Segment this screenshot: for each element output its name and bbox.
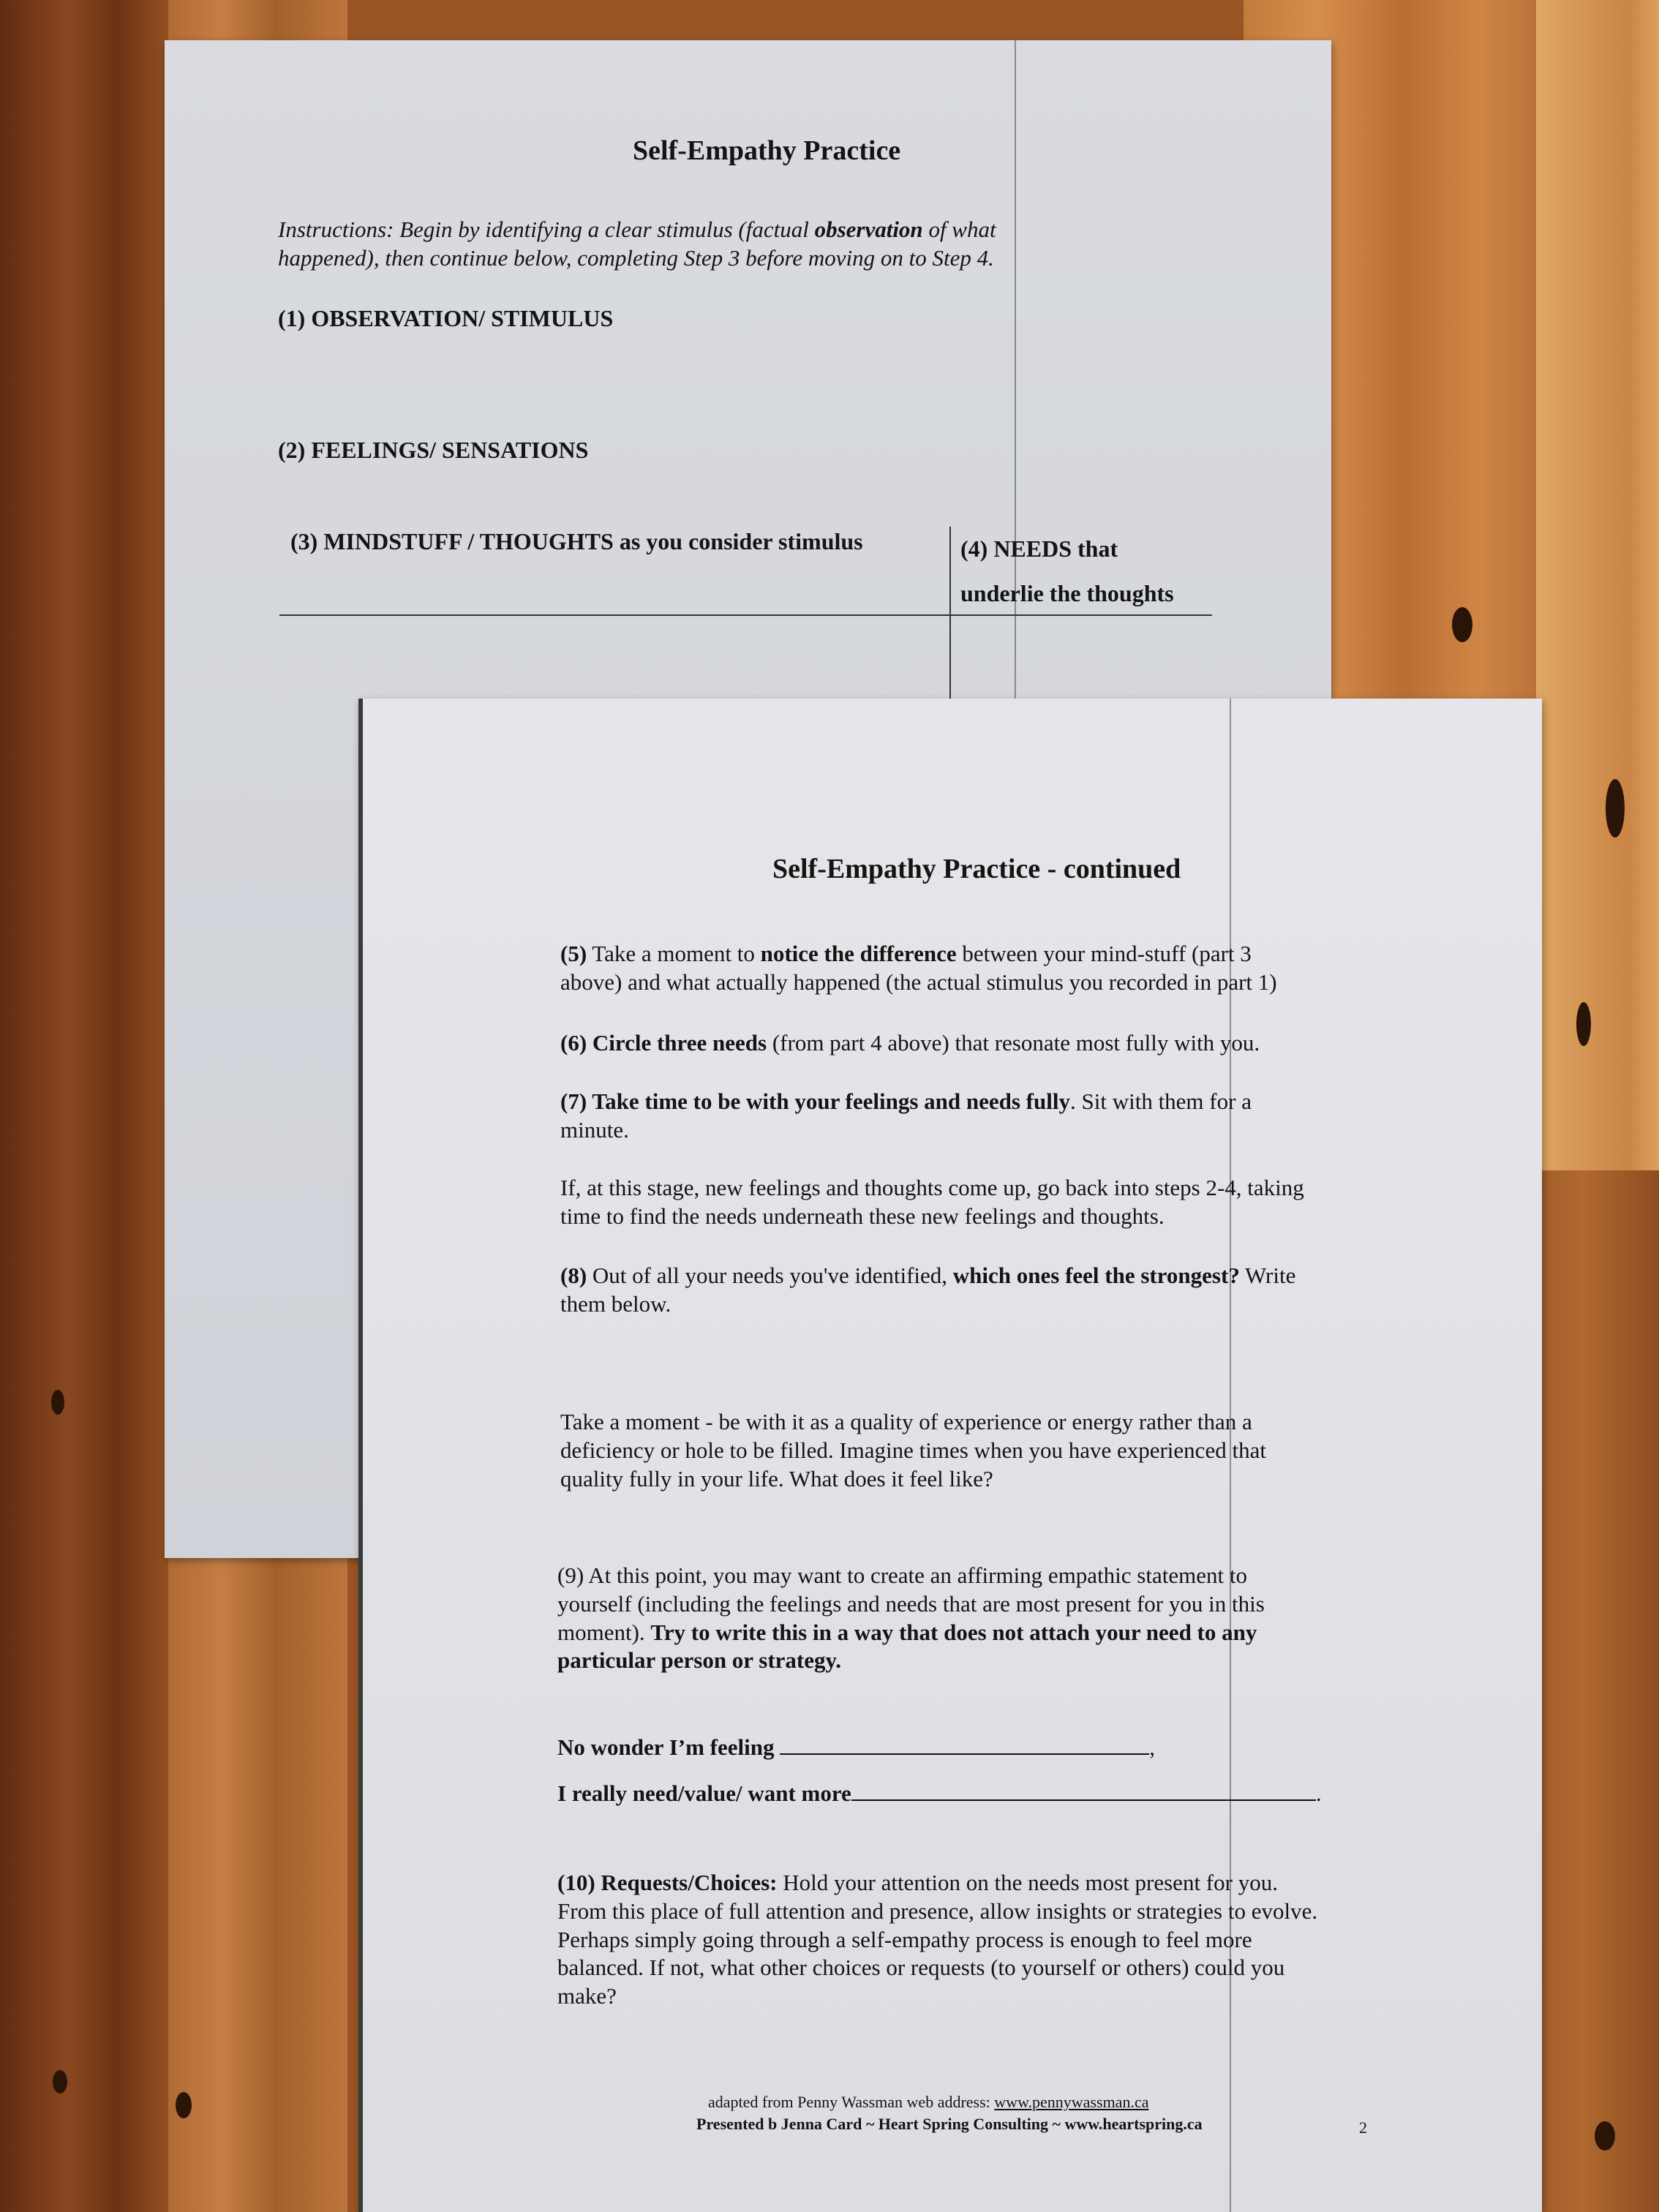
step-8-reflection: Take a moment - be with it as a quality of experience or energy rather than a deficiency or hole to be filled. Imagine times when you have experienced that quality fully in your life. What does it feel like?: [560, 1409, 1266, 1491]
footer-attribution: adapted from Penny Wassman web address: www.pennywassman.ca: [708, 2093, 1149, 2111]
page-title: Self-Empathy Practice - continued: [772, 854, 1181, 884]
wood-knot: [1606, 779, 1625, 838]
wood-plank: [0, 0, 168, 2212]
wood-knot: [176, 2092, 192, 2118]
step-4-heading: (4) NEEDS that underlie the thoughts: [960, 535, 1174, 606]
step-10-text: (10) Requests/Choices: Hold your attention on the needs most present for you. From this place of full attention and presence, allow insights or strategies to evolve. Perhaps simply going through a self-empathy process is enough to feel more balanced. If not, what other choices or requests (to yourself or others) could you make?: [557, 1870, 1318, 2009]
step-7-text: (7) Take time to be with your feelings and needs fully. Sit with them for a minute.: [560, 1088, 1252, 1143]
step-7-note: If, at this stage, new feelings and thoughts come up, go back into steps 2-4, taking time to find the needs underneath these new feelings and thoughts.: [560, 1175, 1304, 1229]
step-3-heading: (3) MINDSTUFF / THOUGHTS as you consider stimulus: [290, 528, 863, 554]
wood-knot: [1576, 1002, 1591, 1046]
page-number: 2: [1359, 2118, 1367, 2137]
worksheet-page-2: [358, 699, 1542, 2212]
wood-knot: [1452, 607, 1472, 642]
step-9-text: (9) At this point, you may want to create an affirming empathic statement to yourself (including the feelings and needs that are most present for you in this moment). Try to write this in a way that does not attach your need to any particular person or strategy.: [557, 1562, 1265, 1674]
feeling-blank[interactable]: [780, 1753, 1149, 1755]
feeling-statement: No wonder I’m feeling ,: [557, 1734, 1155, 1760]
table-horizontal-rule: [279, 614, 1212, 616]
step-6-text: (6) Circle three needs (from part 4 above) that resonate most fully with you.: [560, 1030, 1260, 1056]
step-5-text: (5) Take a moment to notice the difference between your mind-stuff (part 3 above) and what actually happened (the actual stimulus you recorded in part 1): [560, 941, 1277, 995]
need-blank[interactable]: [851, 1799, 1316, 1801]
instructions: Instructions: Begin by identifying a clear stimulus (factual observation of what happened), then continue below, completing Step 3 before moving on to Step 4.: [278, 217, 996, 271]
need-statement: I really need/value/ want more .: [557, 1780, 1322, 1806]
wood-knot: [1595, 2121, 1615, 2151]
wood-knot: [53, 2070, 67, 2094]
step-1-heading: (1) OBSERVATION/ STIMULUS: [278, 305, 614, 331]
step-8-text: (8) Out of all your needs you've identified, which ones feel the strongest? Write them below.: [560, 1263, 1296, 1317]
wood-knot: [51, 1390, 64, 1415]
footer-presenter: Presented b Jenna Card ~ Heart Spring Consulting ~ www.heartspring.ca: [696, 2115, 1203, 2133]
step-2-heading: (2) FEELINGS/ SENSATIONS: [278, 437, 589, 463]
footer-link[interactable]: www.pennywassman.ca: [994, 2093, 1149, 2111]
page-title: Self-Empathy Practice: [633, 135, 901, 166]
